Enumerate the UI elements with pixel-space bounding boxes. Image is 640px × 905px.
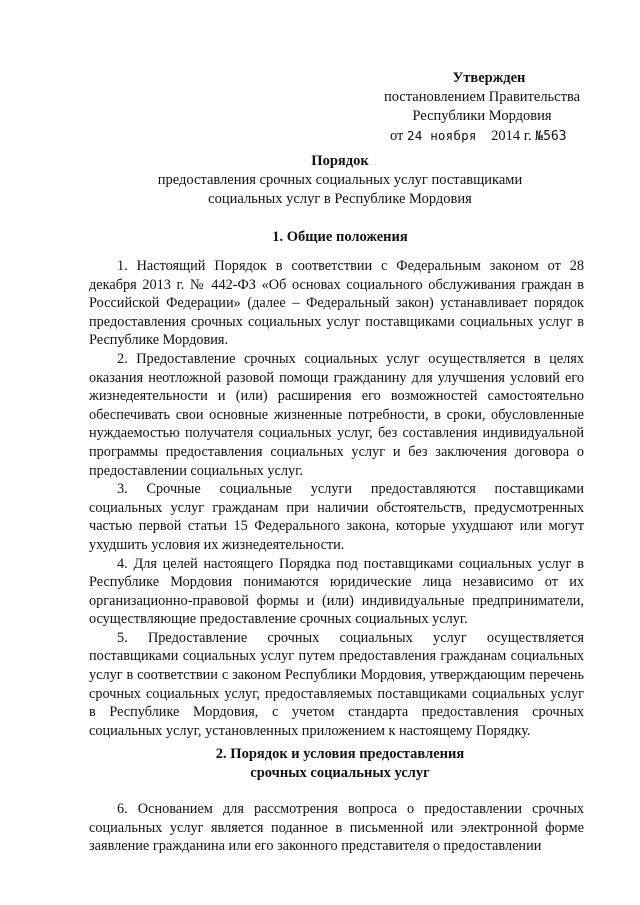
paragraph-5: 5. Предоставление срочных социальных услуг осуществляется поставщиками социальных услуг путем предоставления гражданам социальных услуг в соответствии с законом Республики Мордовия, утверждающим перечень срочных социальных услуг, предоставляемых поставщиками социальных услуг в Республике Мордовия, с учетом стандарта предоставления срочных социальных услуг, установленных приложением к настоящему Порядку. xyxy=(89,629,584,739)
approval-line-1: постановлением Правительства xyxy=(383,89,581,105)
document-title-line-1: предоставления срочных социальных услуг поставщиками xyxy=(157,172,523,188)
approval-date-prefix: от xyxy=(390,128,404,144)
section-2-heading-line-1: 2. Порядок и условия предоставления xyxy=(215,746,465,762)
approval-date-day-month: 24 ноября xyxy=(407,128,477,143)
approval-date xyxy=(372,126,592,146)
paragraph-2: 2. Предоставление срочных социальных услуг осуществляется в целях оказания неотложной разовой помощи гражданину для улучшения условий его жизнедеятельности и (или) расширения его возможностей самостоятельно обеспечивать свои основные жизненные потребности, в сроки, обусловленные нуждаемостью получателя социальных услуг, без составления индивидуальной программы предоставления социальных услуг и без заключения договора о предоставлении социальных услуг. xyxy=(89,350,584,479)
section-2-heading-line-2: срочных социальных услуг xyxy=(250,765,430,781)
section-2-heading xyxy=(90,745,590,783)
approval-title: Утвержден xyxy=(452,70,526,86)
paragraph-4: 4. Для целей настоящего Порядка под поставщиками социальных услуг в Республике Мордовия понимаются юридические лица независимо от их организационно-правовой формы и (или) индивидуальные предприниматели, осуществляющие предоставление срочных социальных услуг. xyxy=(89,555,584,628)
approval-line-2: Республики Мордовия xyxy=(412,108,552,124)
section-1-heading: 1. Общие положения xyxy=(272,229,408,245)
approval-stamp xyxy=(372,69,592,146)
section-1-body xyxy=(89,257,584,740)
paragraph-6: 6. Основанием для рассмотрения вопроса о предоставлении срочных социальных услуг является поданное в письменной или электронной форме заявление гражданина или его законного представителя о предоставлении xyxy=(89,801,584,855)
section-2-body xyxy=(89,800,584,856)
paragraph-3: 3. Срочные социальные услуги предоставляются поставщиками социальных услуг гражданам при наличии обстоятельств, предусмотренных частью первой статьи 15 Федерального закона, которые ухудшают или могут ухудшить условия их жизнедеятельности. xyxy=(89,481,584,553)
paragraph-1: 1. Настоящий Порядок в соответствии с Федеральным законом от 28 декабря 2013 г. № 442-ФЗ «Об основах социального обслуживания граждан в Российской Федерации» (далее – Федеральный закон) устанавливает порядок предоставления срочных социальных услуг поставщиками социальных услуг в Республике Мордовия. xyxy=(89,258,584,349)
document-title xyxy=(90,152,590,209)
approval-date-year: 2014 г. xyxy=(491,128,532,144)
approval-number: №563 xyxy=(535,129,567,144)
document-title-heading: Порядок xyxy=(311,153,369,169)
document-title-line-2: социальных услуг в Республике Мордовия xyxy=(208,191,472,207)
